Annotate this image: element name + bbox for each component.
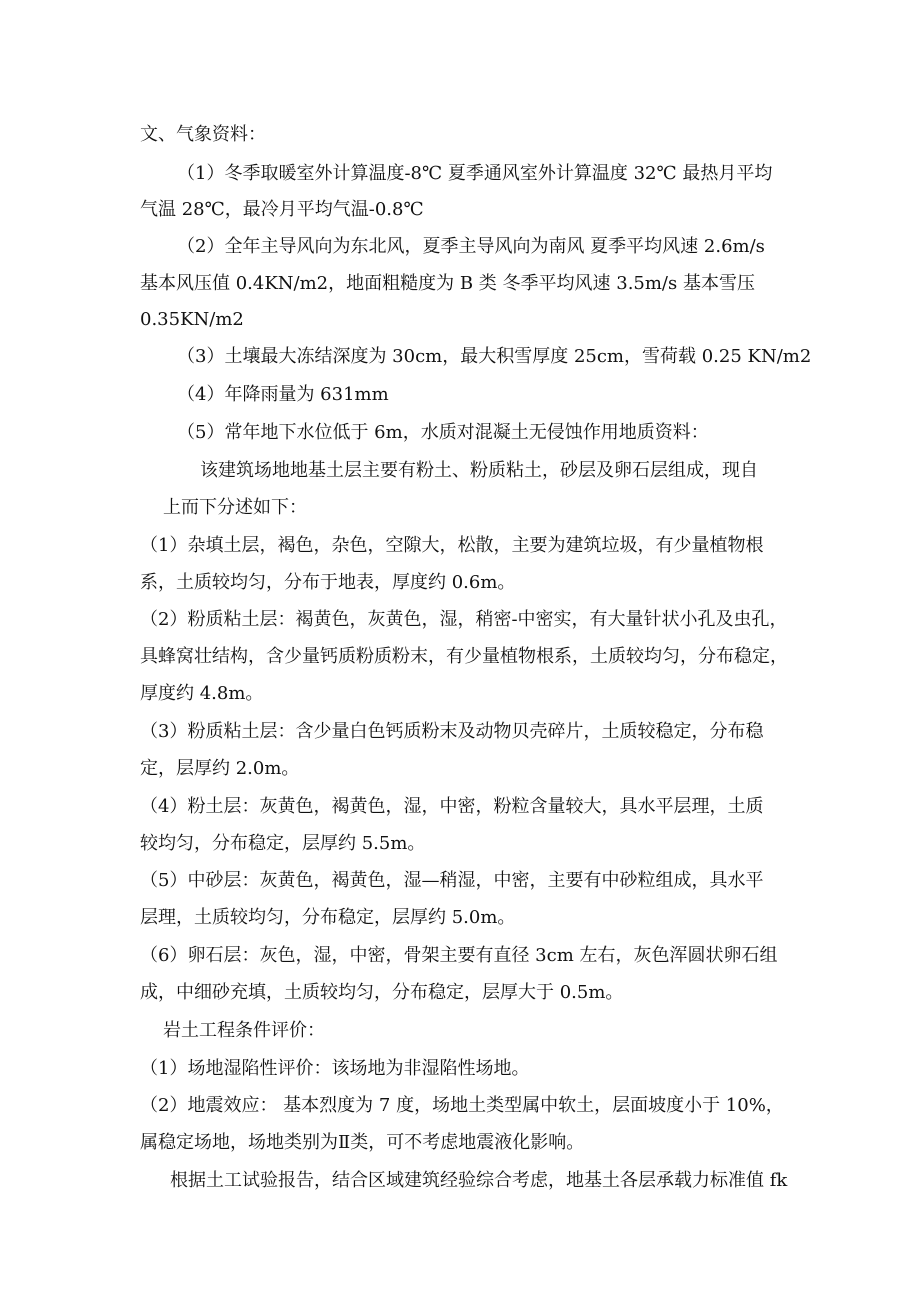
- text-line: 较均匀，分布稳定，层厚约 5.5m。: [140, 833, 426, 854]
- text-line: （5）常年地下水位低于 6m，水质对混凝土无侵蚀作用地质资料：: [177, 422, 709, 443]
- text-line: （2）粉质粘土层：褐黄色，灰黄色，湿，稍密-中密实，有大量针状小孔及虫孔，: [140, 609, 788, 630]
- text-line: （1）场地湿陷性评价：该场地为非湿陷性场地。: [140, 1058, 530, 1079]
- text-line: （4）年降雨量为 631mm: [177, 384, 389, 405]
- text-line: 系，土质较均匀，分布于地表，厚度约 0.6m。: [140, 572, 516, 593]
- text-line: （3）土壤最大冻结深度为 30cm，最大积雪厚度 25cm，雪荷载 0.25 KN/m2: [177, 346, 812, 367]
- text-line: （2）全年主导风向为东北风，夏季主导风向为南风 夏季平均风速 2.6m/s: [177, 236, 765, 257]
- section-heading-weather: 文、气象资料：: [140, 124, 266, 145]
- text-line: （5）中砂层：灰黄色，褐黄色，湿—稍湿，中密，主要有中砂粒组成，具水平: [140, 870, 764, 891]
- text-line: 上而下分述如下：: [163, 497, 307, 518]
- text-line: 气温 28℃，最冷月平均气温-0.8℃: [140, 199, 424, 220]
- section-heading-evaluation: 岩土工程条件评价：: [163, 1020, 325, 1041]
- text-line: （6）卵石层：灰色，湿，中密，骨架主要有直径 3cm 左右，灰色浑圆状卵石组: [140, 945, 778, 966]
- text-line: 厚度约 4.8m。: [140, 683, 264, 704]
- text-line: 具蜂窝壮结构，含少量钙质粉质粉末，有少量植物根系，土质较均匀，分布稳定，: [140, 646, 788, 667]
- text-line: 成，中细砂充填，土质较均匀，分布稳定，层厚大于 0.5m。: [140, 982, 624, 1003]
- text-line: 基本风压值 0.4KN/m2，地面粗糙度为 B 类 冬季平均风速 3.5m/s 基本雪压: [140, 273, 755, 294]
- text-line: 该建筑场地地基土层主要有粉土、粉质粘土，砂层及卵石层组成，现自: [200, 460, 758, 481]
- text-line: 属稳定场地，场地类别为Ⅱ类，可不考虑地震液化影响。: [140, 1132, 585, 1153]
- text-line: 层理，土质较均匀，分布稳定，层厚约 5.0m。: [140, 907, 516, 928]
- text-line: 0.35KN/m2: [140, 309, 244, 330]
- text-line: （2）地震效应： 基本烈度为 7 度，场地土类型属中软土，层面坡度小于 10%，: [140, 1095, 784, 1116]
- text-line: （4）粉土层：灰黄色，褐黄色，湿，中密，粉粒含量较大，具水平层理，土质: [140, 796, 764, 817]
- text-line: （3）粉质粘土层：含少量白色钙质粉末及动物贝壳碎片，土质较稳定，分布稳: [140, 721, 764, 742]
- text-line: 定，层厚约 2.0m。: [140, 758, 300, 779]
- text-line: 根据土工试验报告，结合区域建筑经验综合考虑，地基土各层承载力标准值 fk: [170, 1170, 788, 1191]
- text-line: （1）冬季取暖室外计算温度-8℃ 夏季通风室外计算温度 32℃ 最热月平均: [177, 163, 773, 184]
- text-line: （1）杂填土层，褐色，杂色，空隙大，松散，主要为建筑垃圾，有少量植物根: [140, 535, 764, 556]
